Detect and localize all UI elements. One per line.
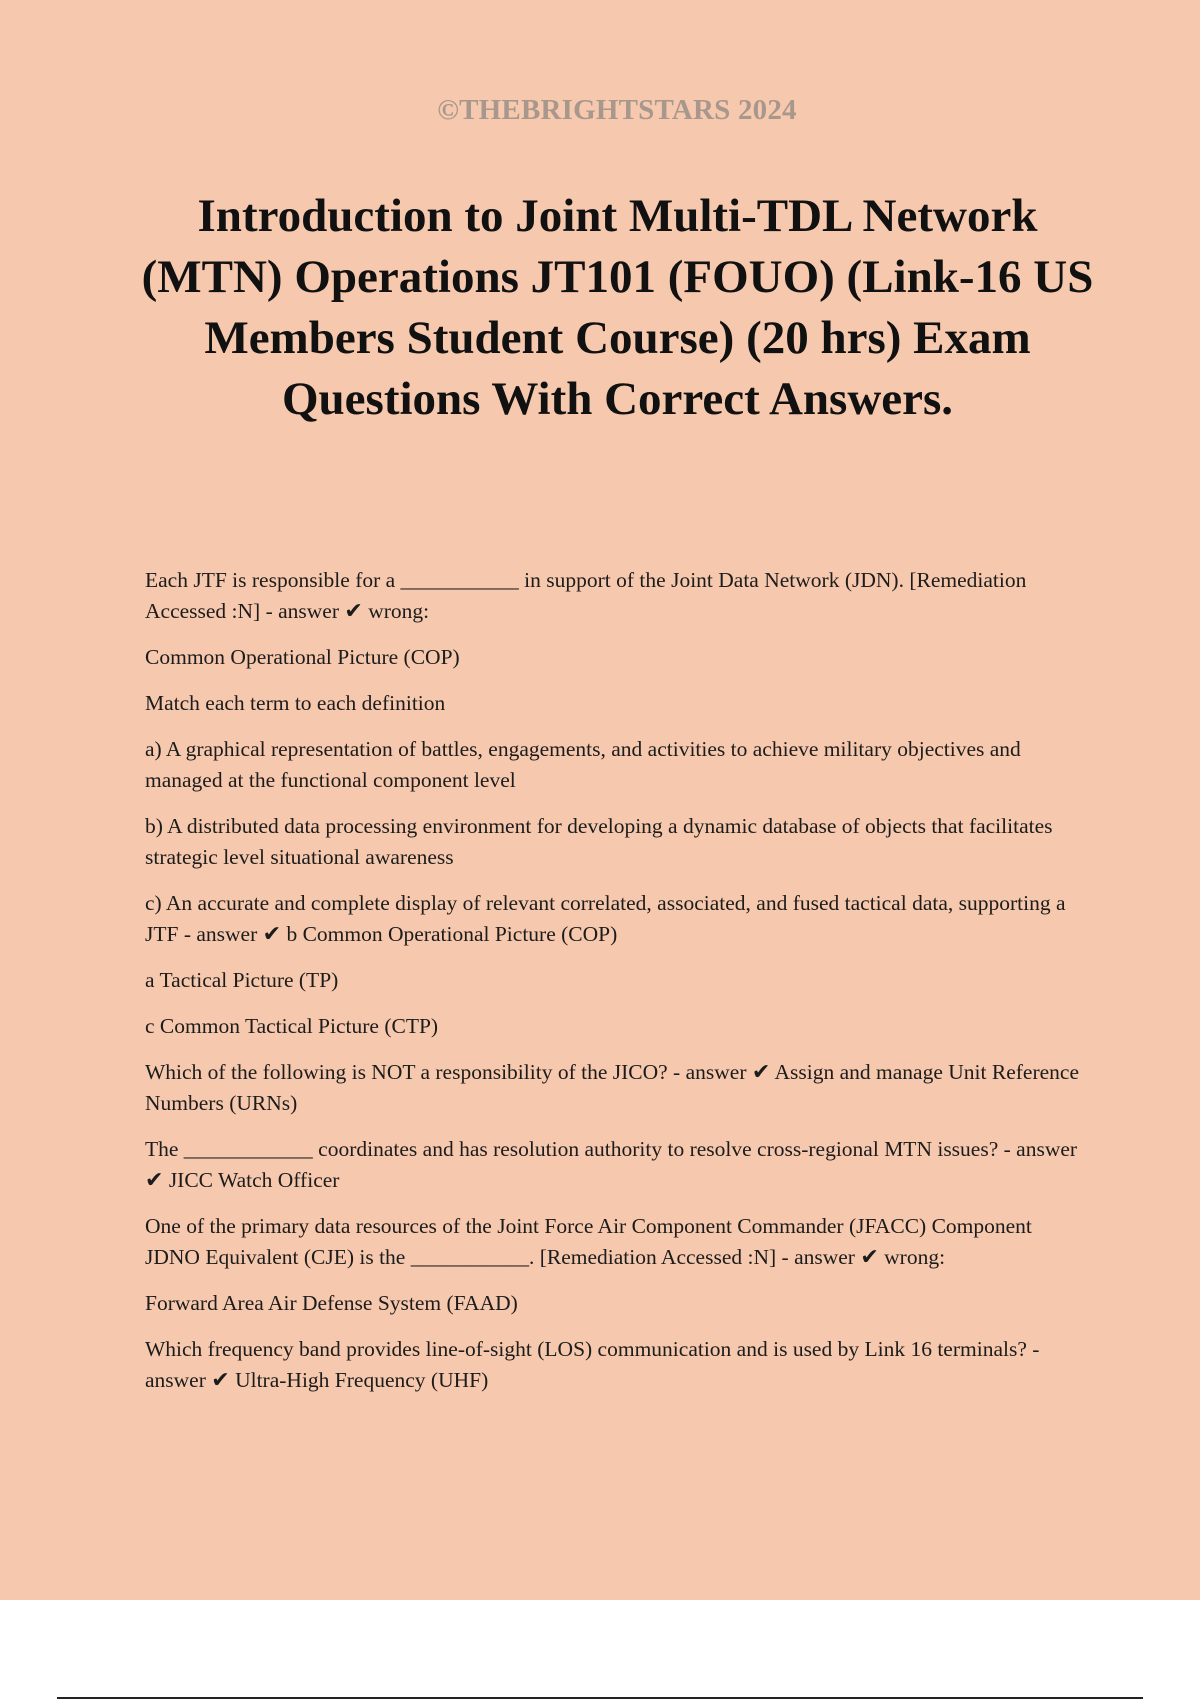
question-text: One of the primary data resources of the Joint Force Air Component Commander (JFACC) Component JDNO Equivalent (CJE) is the ___________. [Remediation Accessed :N] - answer (145, 1214, 1032, 1269)
question-text: The ____________ coordinates and has resolution authority to resolve cross-regional MTN issues? - answer (145, 1137, 1078, 1161)
answer-line: Common Operational Picture (COP) (145, 645, 460, 669)
checkmark-icon: ✔ (262, 922, 282, 947)
definition-text: c) An accurate and complete display of relevant correlated, associated, and fused tactical data, supporting a JTF - answer (145, 891, 1066, 946)
checkmark-icon: ✔ (751, 1060, 771, 1085)
question-text: Which of the following is NOT a responsibility of the JICO? - answer (145, 1060, 747, 1084)
question-text: Which frequency band provides line-of-sight (LOS) communication and is used by Link 16 terminals? - answer (145, 1337, 1040, 1392)
answer-text: Ultra-High Frequency (UHF) (235, 1368, 489, 1392)
footer-divider (57, 1697, 1143, 1699)
question-item (145, 888, 1085, 950)
answer-text: wrong: (884, 1245, 946, 1269)
question-item (145, 565, 1085, 627)
question-text: Match each term to each definition (145, 691, 446, 715)
definition-item: b) A distributed data processing environment for developing a dynamic database of objects that facilitates strategic level situational awareness (145, 814, 1053, 869)
question-item (145, 1334, 1085, 1396)
answer-text: wrong: (368, 599, 430, 623)
question-list (145, 565, 1085, 1411)
question-item (145, 1057, 1085, 1119)
answer-line: a Tactical Picture (TP) (145, 968, 339, 992)
question-item (145, 1211, 1085, 1273)
answer-text: b Common Operational Picture (COP) (286, 922, 618, 946)
question-item (145, 1134, 1085, 1196)
answer-text: Assign and manage Unit Reference Numbers (URNs) (145, 1060, 1079, 1115)
checkmark-icon: ✔ (145, 1168, 164, 1193)
answer-text: JICC Watch Officer (168, 1168, 340, 1192)
question-text: Each JTF is responsible for a ___________ in support of the Joint Data Network (JDN). [Remediation Accessed :N] - answer (145, 568, 1027, 623)
definition-item: a) A graphical representation of battles, engagements, and activities to achieve military objectives and managed at the functional component level (145, 737, 1021, 792)
answer-line: c Common Tactical Picture (CTP) (145, 1014, 439, 1038)
answer-line: Forward Area Air Defense System (FAAD) (145, 1291, 518, 1315)
copyright-watermark: ©THEBRIGHTSTARS 2024 (437, 94, 797, 126)
checkmark-icon: ✔ (860, 1245, 879, 1270)
document-title: Introduction to Joint Multi-TDL Network (MTN) Operations JT101 (FOUO) (Link-16 US Members Student Course) (20 hrs) Exam Questions With Correct Answers. (141, 190, 1094, 425)
checkmark-icon: ✔ (344, 599, 363, 624)
checkmark-icon: ✔ (211, 1368, 230, 1393)
